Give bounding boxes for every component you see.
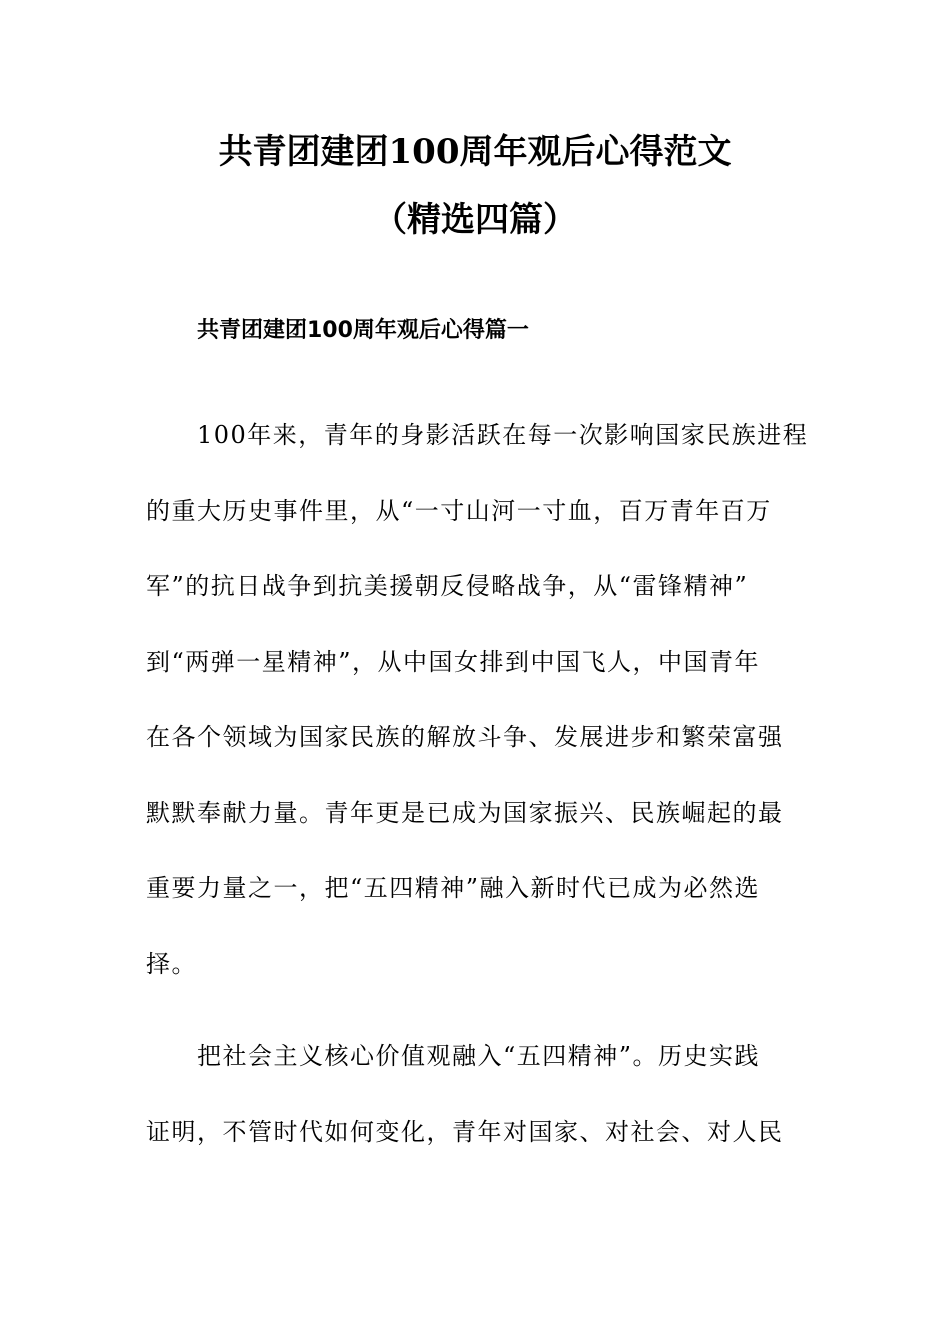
paragraph-line: 重要力量之一，把“五四精神”融入新时代已成为必然选 — [146, 874, 761, 902]
paragraph-2 — [146, 1039, 806, 1190]
paragraph-line: 的重大历史事件里，从“一寸山河一寸血，百万青年百万 — [146, 496, 772, 525]
document-title: 共青团建团100周年观后心得范文 — [218, 132, 732, 172]
paragraph-line: 100年来，青年的身影活跃在每一次影响国家民族进程 — [197, 421, 809, 449]
paragraph-line: 把社会主义核心价值观融入“五四精神”。历史实践 — [197, 1042, 761, 1070]
document-subtitle: （精选四篇） — [373, 200, 577, 240]
paragraph-line: 到“两弹一星精神”，从中国女排到中国飞人，中国青年 — [146, 647, 761, 676]
paragraph-line: 军”的抗日战争到抗美援朝反侵略战争，从“雷锋精神” — [146, 572, 749, 600]
paragraph-line: 择。 — [146, 949, 197, 978]
paragraph-1 — [146, 418, 809, 1022]
paragraph-line: 在各个领域为国家民族的解放斗争、发展进步和繁荣富强 — [146, 723, 784, 751]
paragraph-line: 证明，不管时代如何变化，青年对国家、对社会、对人民 — [146, 1117, 784, 1146]
section-heading: 共青团建团100周年观后心得篇一 — [197, 318, 529, 343]
paragraph-line: 默默奉献力量。青年更是已成为国家振兴、民族崛起的最 — [146, 798, 784, 827]
